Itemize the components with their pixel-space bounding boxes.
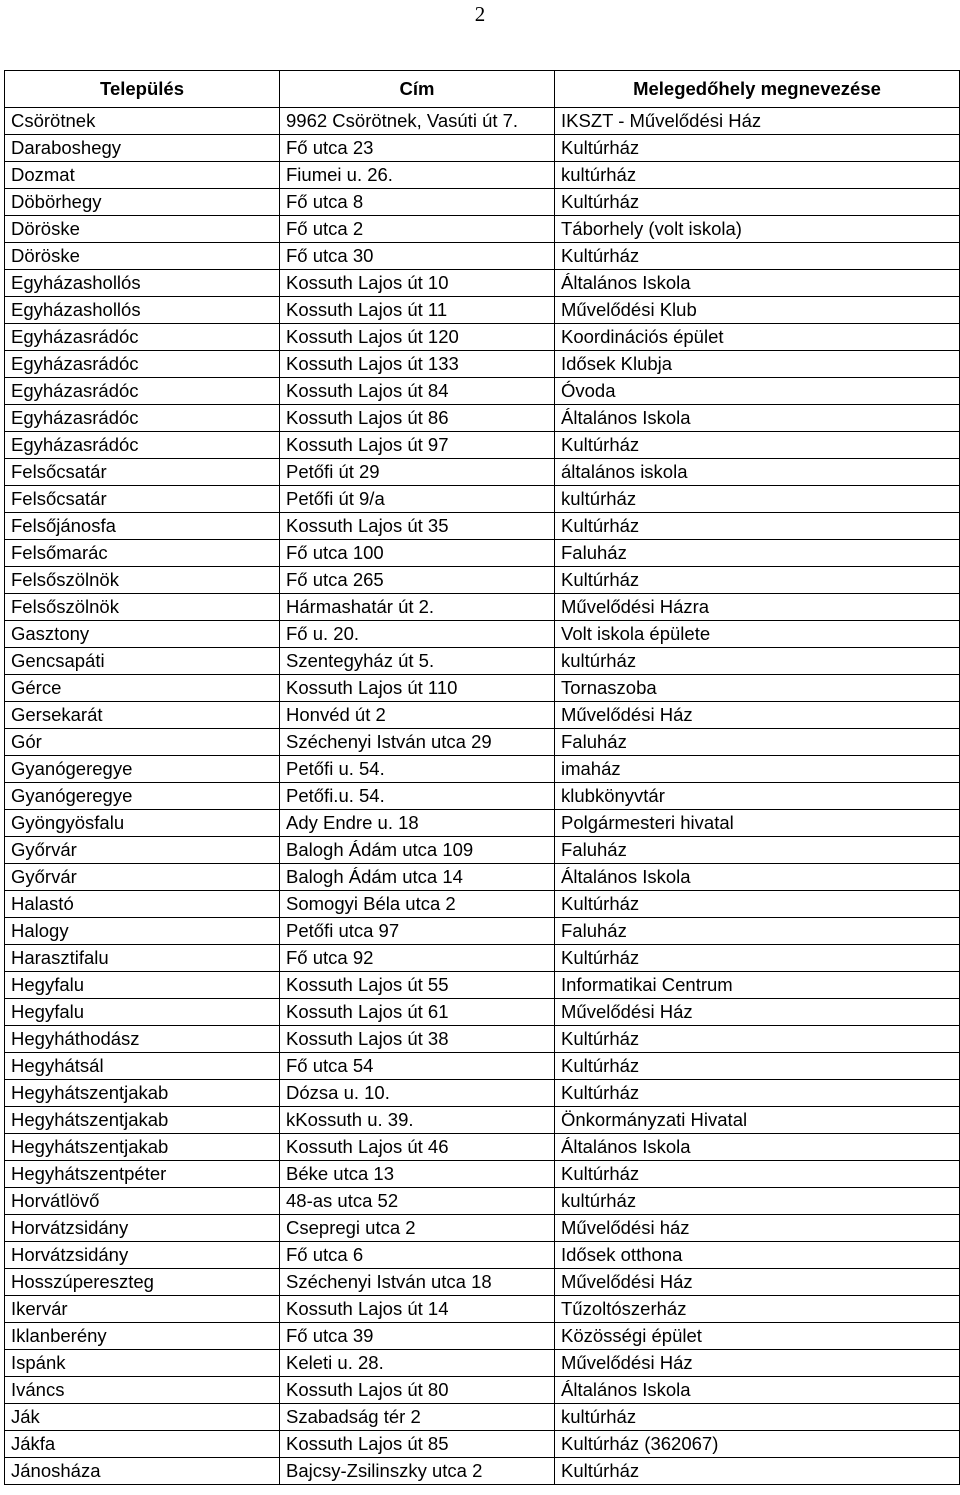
- location-name-cell: Kultúrház: [555, 432, 960, 459]
- settlement-cell: Horvátzsidány: [5, 1242, 280, 1269]
- table-row: [5, 1431, 960, 1458]
- settlement-cell: Horvátzsidány: [5, 1215, 280, 1242]
- location-name-cell: Kultúrház: [555, 567, 960, 594]
- table-row: [5, 378, 960, 405]
- address-cell: Fő utca 100: [280, 540, 555, 567]
- settlement-cell: Hegyhátszentpéter: [5, 1161, 280, 1188]
- table-row: [5, 1296, 960, 1323]
- table-row: [5, 243, 960, 270]
- address-cell: Kossuth Lajos út 84: [280, 378, 555, 405]
- table-row: [5, 432, 960, 459]
- table-row: [5, 297, 960, 324]
- settlement-cell: Egyházasrádóc: [5, 378, 280, 405]
- settlement-cell: Gersekarát: [5, 702, 280, 729]
- address-cell: Fő utca 2: [280, 216, 555, 243]
- address-cell: Béke utca 13: [280, 1161, 555, 1188]
- address-cell: Kossuth Lajos út 133: [280, 351, 555, 378]
- location-name-cell: Koordinációs épület: [555, 324, 960, 351]
- location-name-cell: Általános Iskola: [555, 270, 960, 297]
- address-cell: Kossuth Lajos út 85: [280, 1431, 555, 1458]
- column-header-settlement: Település: [5, 71, 280, 108]
- address-cell: Kossuth Lajos út 46: [280, 1134, 555, 1161]
- settlement-cell: Felsőszölnök: [5, 594, 280, 621]
- location-name-cell: kultúrház: [555, 1404, 960, 1431]
- address-cell: Kossuth Lajos út 97: [280, 432, 555, 459]
- settlement-cell: Egyházasrádóc: [5, 324, 280, 351]
- address-cell: Petőfi u. 54.: [280, 756, 555, 783]
- address-cell: Széchenyi István utca 18: [280, 1269, 555, 1296]
- table-row: [5, 1134, 960, 1161]
- location-name-cell: Polgármesteri hivatal: [555, 810, 960, 837]
- location-name-cell: Kultúrház: [555, 891, 960, 918]
- settlement-cell: Ikervár: [5, 1296, 280, 1323]
- location-name-cell: Művelődési Ház: [555, 999, 960, 1026]
- settlement-cell: Gyöngyösfalu: [5, 810, 280, 837]
- table-row: [5, 1026, 960, 1053]
- location-name-cell: Faluház: [555, 918, 960, 945]
- table-row: [5, 216, 960, 243]
- location-name-cell: kultúrház: [555, 486, 960, 513]
- table-row: [5, 513, 960, 540]
- address-cell: 48-as utca 52: [280, 1188, 555, 1215]
- address-cell: Hármashatár út 2.: [280, 594, 555, 621]
- settlement-cell: Horvátlövő: [5, 1188, 280, 1215]
- settlement-cell: Döröske: [5, 216, 280, 243]
- address-cell: Bajcsy-Zsilinszky utca 2: [280, 1458, 555, 1485]
- settlement-cell: Daraboshegy: [5, 135, 280, 162]
- settlement-cell: Győrvár: [5, 864, 280, 891]
- table-row: [5, 189, 960, 216]
- settlement-cell: Hegyfalu: [5, 972, 280, 999]
- settlement-cell: Harasztifalu: [5, 945, 280, 972]
- location-name-cell: Faluház: [555, 729, 960, 756]
- settlement-cell: Gór: [5, 729, 280, 756]
- table-row: [5, 1161, 960, 1188]
- address-cell: Petőfi út 29: [280, 459, 555, 486]
- settlement-cell: Felsőcsatár: [5, 459, 280, 486]
- address-cell: Csepregi utca 2: [280, 1215, 555, 1242]
- settlement-cell: Ják: [5, 1404, 280, 1431]
- settlement-cell: Iklanberény: [5, 1323, 280, 1350]
- location-name-cell: kultúrház: [555, 648, 960, 675]
- location-name-cell: Idősek Klubja: [555, 351, 960, 378]
- table-row: [5, 648, 960, 675]
- location-name-cell: Kultúrház: [555, 1161, 960, 1188]
- location-name-cell: Művelődési Ház: [555, 1350, 960, 1377]
- address-cell: Somogyi Béla utca 2: [280, 891, 555, 918]
- table-row: [5, 405, 960, 432]
- address-cell: Fiumei u. 26.: [280, 162, 555, 189]
- address-cell: Fő utca 8: [280, 189, 555, 216]
- table-row: [5, 135, 960, 162]
- table-row: [5, 783, 960, 810]
- address-cell: Balogh Ádám utca 14: [280, 864, 555, 891]
- table-row: [5, 675, 960, 702]
- table-row: [5, 1350, 960, 1377]
- settlement-cell: Felsőcsatár: [5, 486, 280, 513]
- address-cell: Fő utca 265: [280, 567, 555, 594]
- location-name-cell: Általános Iskola: [555, 1377, 960, 1404]
- settlement-cell: Halastó: [5, 891, 280, 918]
- address-cell: Kossuth Lajos út 10: [280, 270, 555, 297]
- location-name-cell: Kultúrház: [555, 513, 960, 540]
- location-name-cell: Általános Iskola: [555, 1134, 960, 1161]
- table-header-row: [5, 71, 960, 108]
- settlement-cell: Felsőjánosfa: [5, 513, 280, 540]
- location-name-cell: Faluház: [555, 540, 960, 567]
- table-row: [5, 486, 960, 513]
- address-cell: Balogh Ádám utca 109: [280, 837, 555, 864]
- location-name-cell: Művelődési ház: [555, 1215, 960, 1242]
- address-cell: Honvéd út 2: [280, 702, 555, 729]
- location-name-cell: Önkormányzati Hivatal: [555, 1107, 960, 1134]
- table-row: [5, 594, 960, 621]
- table-row: [5, 540, 960, 567]
- address-cell: Fő utca 23: [280, 135, 555, 162]
- table-row: [5, 810, 960, 837]
- location-name-cell: Kultúrház: [555, 189, 960, 216]
- table-row: [5, 1080, 960, 1107]
- table-row: [5, 945, 960, 972]
- location-name-cell: Művelődési Ház: [555, 702, 960, 729]
- settlement-cell: Gasztony: [5, 621, 280, 648]
- settlement-cell: Egyházasrádóc: [5, 351, 280, 378]
- location-name-cell: Kultúrház (362067): [555, 1431, 960, 1458]
- settlement-cell: Hegyhátszentjakab: [5, 1107, 280, 1134]
- location-name-cell: Általános Iskola: [555, 405, 960, 432]
- settlement-cell: Jánosháza: [5, 1458, 280, 1485]
- table-row: [5, 162, 960, 189]
- location-name-cell: Kultúrház: [555, 1458, 960, 1485]
- settlement-cell: Felsőmarác: [5, 540, 280, 567]
- table-row: [5, 270, 960, 297]
- table-row: [5, 1404, 960, 1431]
- table-row: [5, 999, 960, 1026]
- table-row: [5, 1215, 960, 1242]
- table-row: [5, 837, 960, 864]
- address-cell: Petőfi utca 97: [280, 918, 555, 945]
- location-name-cell: IKSZT - Művelődési Ház: [555, 108, 960, 135]
- location-name-cell: imaház: [555, 756, 960, 783]
- table-row: [5, 1323, 960, 1350]
- address-cell: Kossuth Lajos út 86: [280, 405, 555, 432]
- address-cell: Szentegyház út 5.: [280, 648, 555, 675]
- location-name-cell: Tornaszoba: [555, 675, 960, 702]
- address-cell: Fő utca 54: [280, 1053, 555, 1080]
- table-row: [5, 1188, 960, 1215]
- location-name-cell: kultúrház: [555, 1188, 960, 1215]
- address-cell: Kossuth Lajos út 11: [280, 297, 555, 324]
- address-cell: 9962 Csörötnek, Vasúti út 7.: [280, 108, 555, 135]
- address-cell: Petőfi út 9/a: [280, 486, 555, 513]
- settlement-cell: Győrvár: [5, 837, 280, 864]
- table-row: [5, 621, 960, 648]
- settlement-cell: Egyházasrádóc: [5, 405, 280, 432]
- table-row: [5, 756, 960, 783]
- address-cell: Szabadság tér 2: [280, 1404, 555, 1431]
- table-row: [5, 108, 960, 135]
- table-row: [5, 1458, 960, 1485]
- table-row: [5, 324, 960, 351]
- settlement-cell: Csörötnek: [5, 108, 280, 135]
- location-name-cell: Óvoda: [555, 378, 960, 405]
- address-cell: Fő utca 30: [280, 243, 555, 270]
- location-name-cell: Művelődési Klub: [555, 297, 960, 324]
- settlement-cell: Dozmat: [5, 162, 280, 189]
- table-row: [5, 891, 960, 918]
- address-cell: Fő u. 20.: [280, 621, 555, 648]
- page-number: 2: [474, 2, 486, 26]
- location-name-cell: Informatikai Centrum: [555, 972, 960, 999]
- location-name-cell: Kultúrház: [555, 945, 960, 972]
- address-cell: Kossuth Lajos út 38: [280, 1026, 555, 1053]
- settlement-cell: Egyházashollós: [5, 270, 280, 297]
- table-row: [5, 459, 960, 486]
- address-cell: Ady Endre u. 18: [280, 810, 555, 837]
- heating-locations-table: [4, 70, 960, 1485]
- location-name-cell: Tűzoltószerház: [555, 1296, 960, 1323]
- table-row: [5, 351, 960, 378]
- address-cell: kKossuth u. 39.: [280, 1107, 555, 1134]
- settlement-cell: Gyanógeregye: [5, 756, 280, 783]
- settlement-cell: Hegyhátszentjakab: [5, 1080, 280, 1107]
- column-header-location-name: Melegedőhely megnevezése: [555, 71, 960, 108]
- settlement-cell: Döröske: [5, 243, 280, 270]
- column-header-address: Cím: [280, 71, 555, 108]
- settlement-cell: Gérce: [5, 675, 280, 702]
- table-row: [5, 972, 960, 999]
- settlement-cell: Egyházasrádóc: [5, 432, 280, 459]
- location-name-cell: Kultúrház: [555, 243, 960, 270]
- settlement-cell: Hegyhátszentjakab: [5, 1134, 280, 1161]
- table-row: [5, 918, 960, 945]
- address-cell: Kossuth Lajos út 120: [280, 324, 555, 351]
- address-cell: Keleti u. 28.: [280, 1350, 555, 1377]
- location-name-cell: Közösségi épület: [555, 1323, 960, 1350]
- address-cell: Kossuth Lajos út 80: [280, 1377, 555, 1404]
- settlement-cell: Hegyhátsál: [5, 1053, 280, 1080]
- table-row: [5, 567, 960, 594]
- table-row: [5, 1242, 960, 1269]
- table-row: [5, 1377, 960, 1404]
- location-name-cell: Kultúrház: [555, 1026, 960, 1053]
- address-cell: Kossuth Lajos út 55: [280, 972, 555, 999]
- location-name-cell: Általános Iskola: [555, 864, 960, 891]
- address-cell: Kossuth Lajos út 61: [280, 999, 555, 1026]
- location-name-cell: általános iskola: [555, 459, 960, 486]
- settlement-cell: Döbörhegy: [5, 189, 280, 216]
- address-cell: Kossuth Lajos út 35: [280, 513, 555, 540]
- address-cell: Kossuth Lajos út 110: [280, 675, 555, 702]
- settlement-cell: Jákfa: [5, 1431, 280, 1458]
- address-cell: Dózsa u. 10.: [280, 1080, 555, 1107]
- location-name-cell: Volt iskola épülete: [555, 621, 960, 648]
- settlement-cell: Gyanógeregye: [5, 783, 280, 810]
- address-cell: Fő utca 39: [280, 1323, 555, 1350]
- location-name-cell: Kultúrház: [555, 1080, 960, 1107]
- settlement-cell: Iváncs: [5, 1377, 280, 1404]
- table-body: [5, 108, 960, 1485]
- table-row: [5, 1107, 960, 1134]
- location-name-cell: kultúrház: [555, 162, 960, 189]
- address-cell: Kossuth Lajos út 14: [280, 1296, 555, 1323]
- location-name-cell: Kultúrház: [555, 135, 960, 162]
- location-name-cell: Kultúrház: [555, 1053, 960, 1080]
- location-name-cell: klubkönyvtár: [555, 783, 960, 810]
- address-cell: Fő utca 6: [280, 1242, 555, 1269]
- table-row: [5, 729, 960, 756]
- settlement-cell: Hegyfalu: [5, 999, 280, 1026]
- address-cell: Fő utca 92: [280, 945, 555, 972]
- location-name-cell: Művelődési Házra: [555, 594, 960, 621]
- settlement-cell: Egyházashollós: [5, 297, 280, 324]
- location-name-cell: Faluház: [555, 837, 960, 864]
- table-row: [5, 1053, 960, 1080]
- settlement-cell: Hosszúpereszteg: [5, 1269, 280, 1296]
- address-cell: Széchenyi István utca 29: [280, 729, 555, 756]
- table-row: [5, 702, 960, 729]
- location-name-cell: Idősek otthona: [555, 1242, 960, 1269]
- settlement-cell: Felsőszölnök: [5, 567, 280, 594]
- table-row: [5, 864, 960, 891]
- settlement-cell: Hegyháthodász: [5, 1026, 280, 1053]
- address-cell: Petőfi.u. 54.: [280, 783, 555, 810]
- settlement-cell: Gencsapáti: [5, 648, 280, 675]
- table-row: [5, 1269, 960, 1296]
- settlement-cell: Halogy: [5, 918, 280, 945]
- settlement-cell: Ispánk: [5, 1350, 280, 1377]
- location-name-cell: Táborhely (volt iskola): [555, 216, 960, 243]
- location-name-cell: Művelődési Ház: [555, 1269, 960, 1296]
